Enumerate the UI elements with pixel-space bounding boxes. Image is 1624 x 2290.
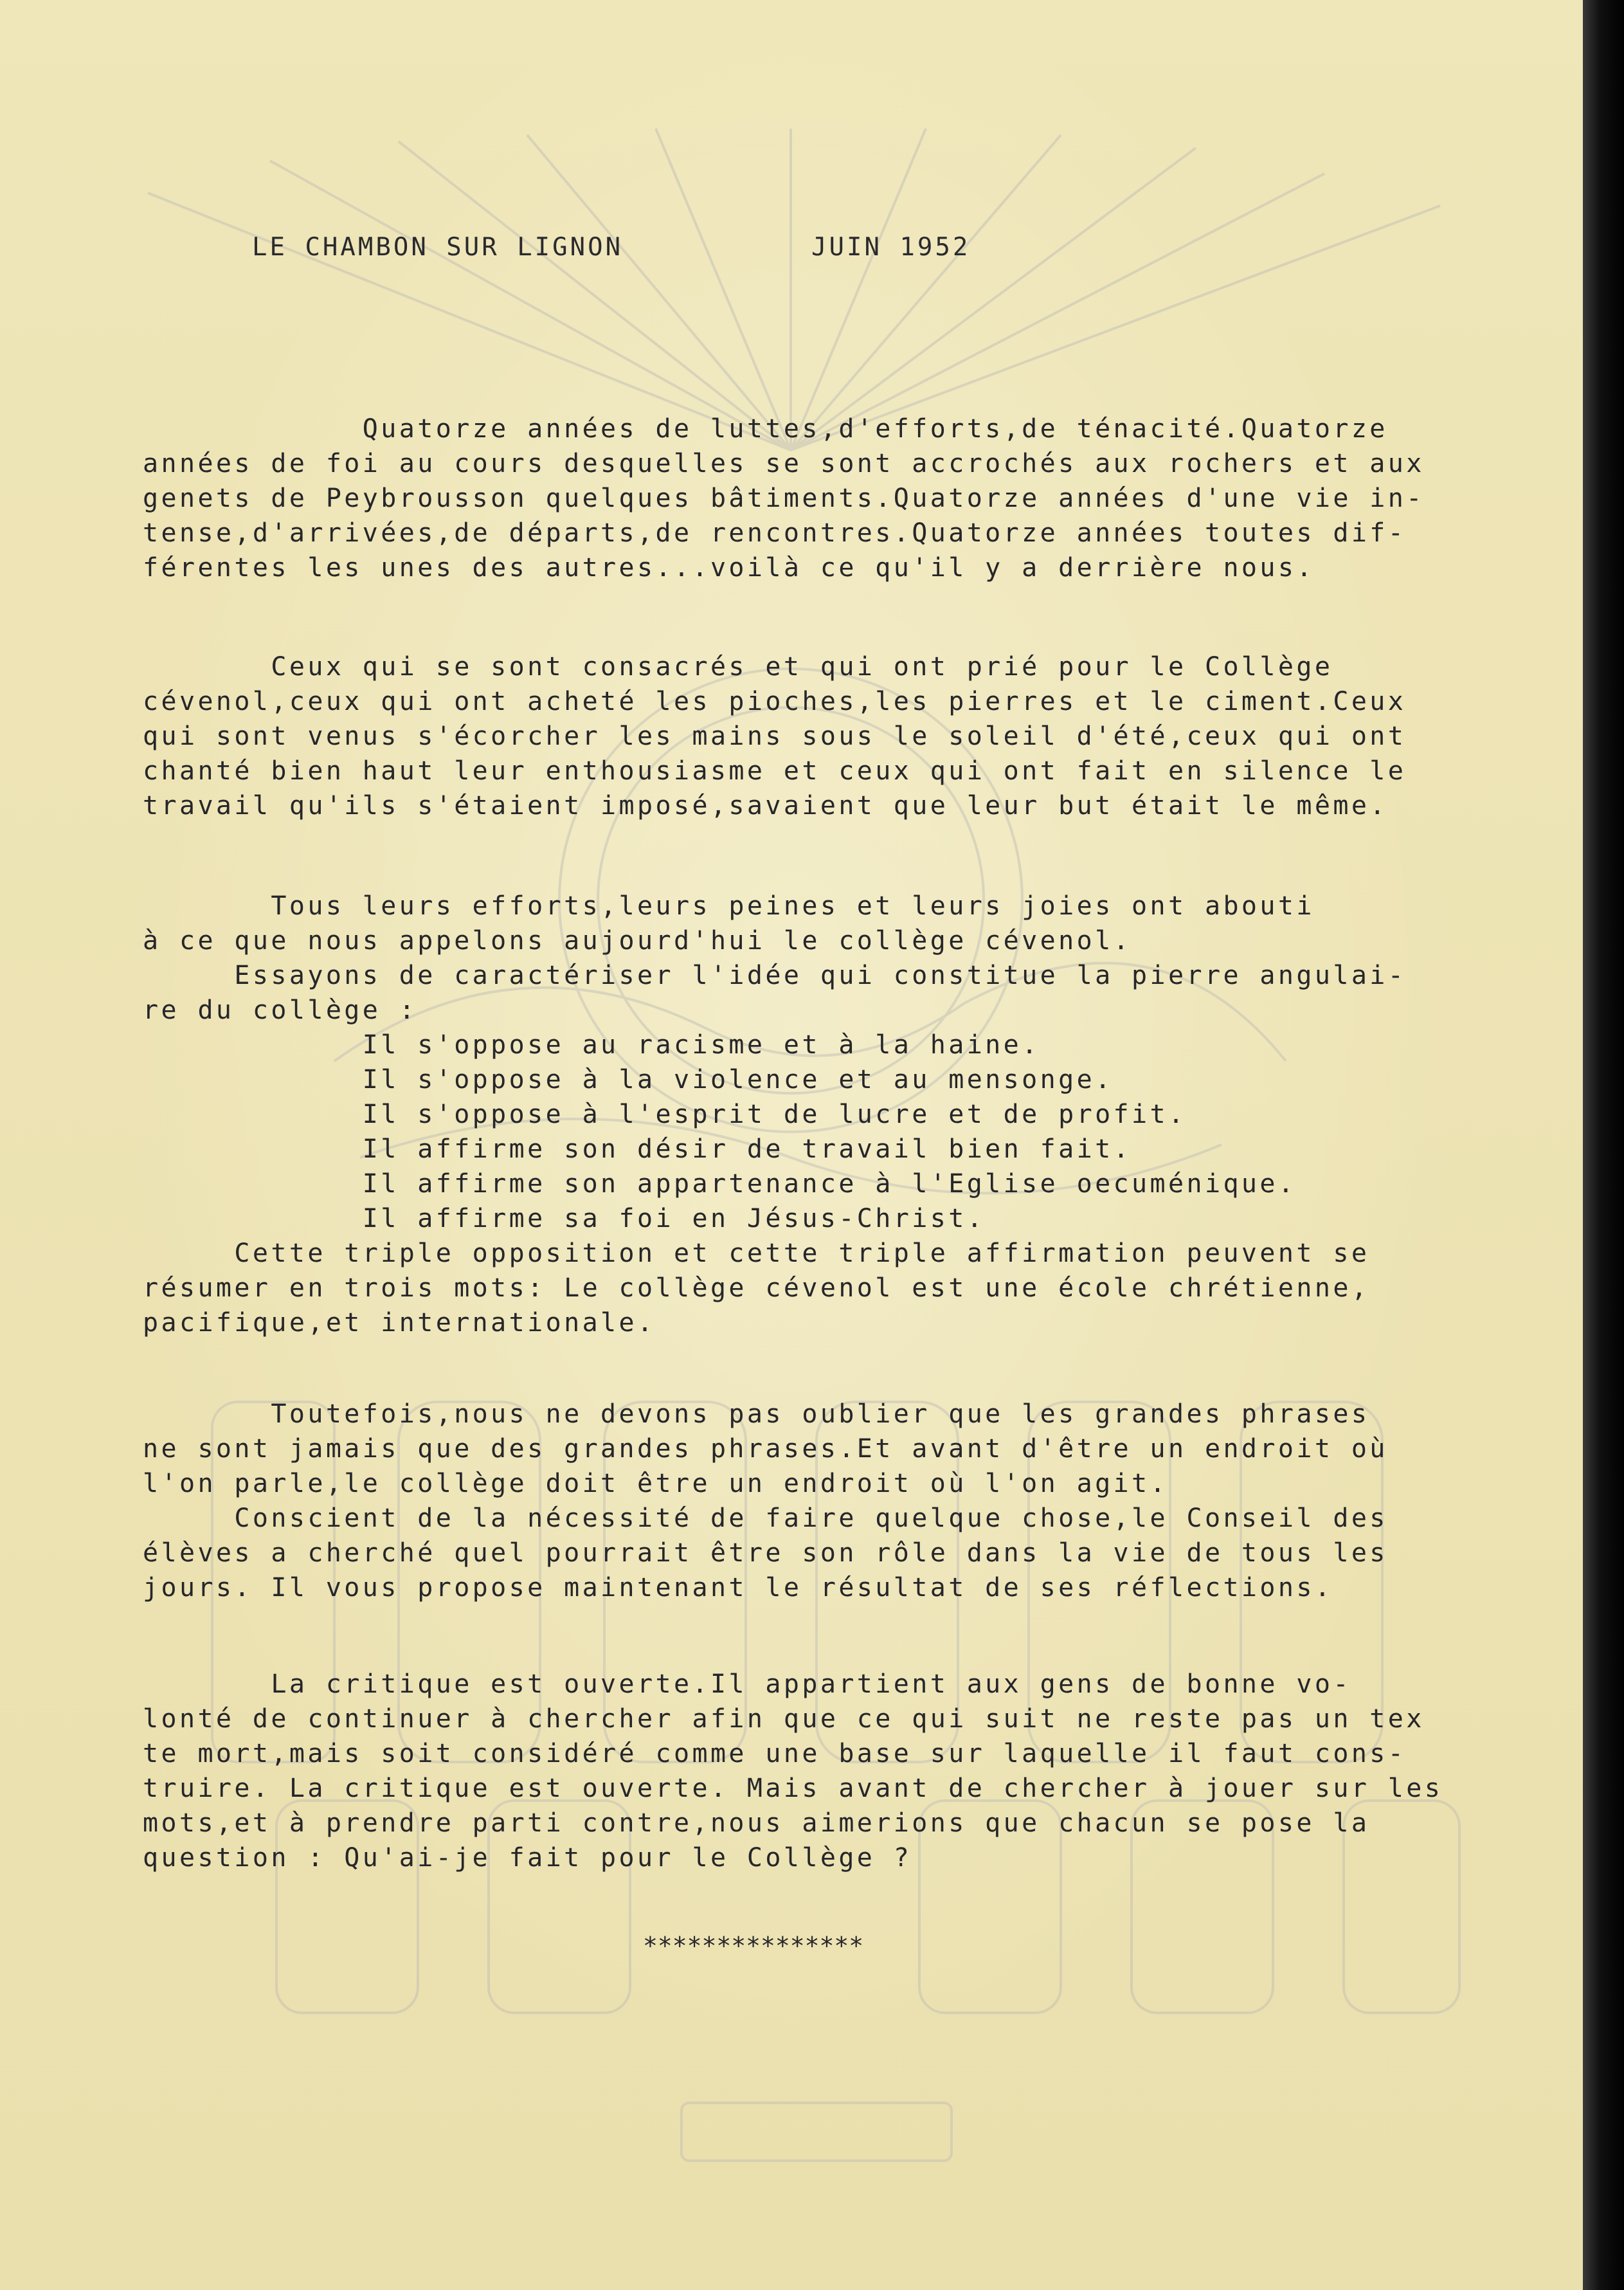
list-item: Il affirme son désir de travail bien fait. [143,1134,1132,1164]
text-line: Conscient de la nécessité de faire quelque chose,le Conseil des [143,1504,1388,1533]
text-line: genets de Peybrousson quelques bâtiments.Quatorze années d'une vie in- [143,484,1425,513]
text-line: question : Qu'ai-je fait pour le Collège ? [143,1843,912,1873]
text-line: élèves a cherché quel pourrait être son rôle dans la vie de tous les [143,1538,1388,1568]
text-line: re du collège : [143,995,418,1025]
text-line: Essayons de caractériser l'idée qui constitue la pierre angulai- [143,961,1407,990]
header-place: LE CHAMBON SUR LIGNON [252,233,624,262]
scan-edge [1583,0,1624,2290]
text-line: mots,et à prendre parti contre,nous aimerions que chacun se pose la [143,1808,1370,1838]
text-line: jours. Il vous propose maintenant le résultat de ses réflections. [143,1573,1333,1603]
paragraph-1 [143,412,1506,585]
list-item: Il s'oppose à la violence et au mensonge. [143,1065,1114,1095]
text-line: tense,d'arrivées,de départs,de rencontres.Quatorze années toutes dif- [143,518,1407,548]
list-item: Il affirme sa foi en Jésus-Christ. [143,1204,986,1233]
text-line: Ceux qui se sont consacrés et qui ont prié pour le Collège [143,652,1333,682]
text-line: résumer en trois mots: Le collège cévenol est une école chrétienne, [143,1273,1370,1303]
paragraph-5 [143,1667,1506,1875]
paragraph-2 [143,650,1506,823]
text-line: truire. La critique est ouverte. Mais avant de chercher à jouer sur les [143,1774,1443,1803]
text-line: ne sont jamais que des grandes phrases.Et avant d'être un endroit où [143,1434,1388,1464]
text-line: travail qu'ils s'étaient imposé,savaient que leur but était le même. [143,791,1388,821]
paragraph-4 [143,1397,1506,1605]
text-line: à ce que nous appelons aujourd'hui le collège cévenol. [143,926,1132,956]
paragraph-3 [143,889,1506,1340]
text-line: férentes les unes des autres...voilà ce qu'il y a derrière nous. [143,553,1315,583]
list-item: Il s'oppose à l'esprit de lucre et de profit. [143,1100,1187,1129]
separator-stars: *************** [643,1932,864,1960]
text-line: cévenol,ceux qui ont acheté les pioches,les pierres et le ciment.Ceux [143,687,1407,716]
text-line: pacifique,et internationale. [143,1308,656,1338]
text-line: te mort,mais soit considéré comme une base sur laquelle il faut cons- [143,1739,1407,1768]
list-item: Il affirme son appartenance à l'Eglise oecuménique. [143,1169,1297,1199]
text-line: Toutefois,nous ne devons pas oublier que les grandes phrases [143,1399,1370,1429]
text-line: Quatorze années de luttes,d'efforts,de ténacité.Quatorze [143,414,1388,444]
list-item: Il s'oppose au racisme et à la haine. [143,1030,1040,1060]
text-line: qui sont venus s'écorcher les mains sous le soleil d'été,ceux qui ont [143,722,1407,751]
text-line: années de foi au cours desquelles se sont accrochés aux rochers et aux [143,449,1425,478]
text-line: Cette triple opposition et cette triple affirmation peuvent se [143,1239,1370,1268]
text-line: lonté de continuer à chercher afin que ce qui suit ne reste pas un tex [143,1704,1425,1734]
text-line: l'on parle,le collège doit être un endroit où l'on agit. [143,1469,1168,1498]
header-date: JUIN 1952 [811,233,971,262]
text-line: chanté bien haut leur enthousiasme et ceux qui ont fait en silence le [143,756,1407,786]
text-line: Tous leurs efforts,leurs peines et leurs joies ont abouti [143,891,1315,921]
text-line: La critique est ouverte.Il appartient aux gens de bonne vo- [143,1669,1351,1699]
